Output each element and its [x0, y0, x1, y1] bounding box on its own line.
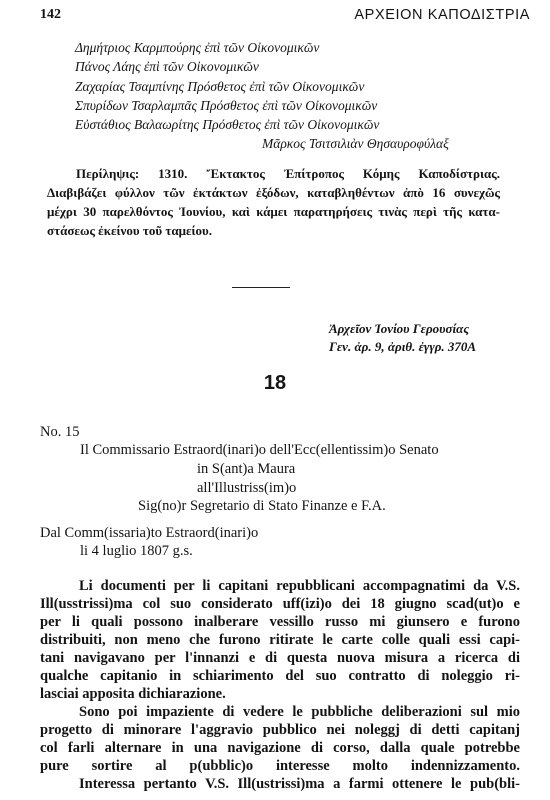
section-divider [232, 287, 290, 288]
body-line: Interessa pertanto V.S. Ill(ustrissi)ma a farmi ottenere le pub(bli- [79, 776, 520, 792]
document-number: 18 [263, 372, 287, 394]
body-line: lasciai apposita dichiarazione. [40, 686, 226, 702]
body-line: Li documenti per li capitani repubblicani accompagnatimi da V.S. [79, 578, 520, 594]
summary-line: μέχρι 30 παρελθόντος Ἰουνίου, καὶ κάμει παρατηρήσεις τινὰς περὶ τῆς κατα- [47, 204, 500, 219]
signatory-line: Σπυρίδων Τσαρλαμπᾶς Πρόσθετος ἐπὶ τῶν Οἰκονομικῶν [75, 98, 378, 113]
sender-line: Dal Comm(issaria)to Estraord(inari)o [40, 525, 259, 541]
signatory-line: Ζαχαρίας Τσαμπίνης Πρόσθετος ἐπὶ τῶν Οἰκονομικῶν [75, 79, 365, 94]
body-line: Sono poi impaziente di vedere le pubbliche deliberazioni sul mio [79, 704, 520, 720]
address-line: Sig(no)r Segretario di Stato Finanze e F.A. [138, 498, 386, 514]
body-line: col farli alternare in una navigazione di corso, dalla quale potrebbe [40, 740, 520, 756]
address-line: Il Commissario Estraord(inari)o dell'Ecc(ellentissim)o Senato [80, 442, 439, 458]
letter-number: No. 15 [40, 424, 80, 440]
body-line: tani navigavano per l'innanzi e di questa nuova misura a ricerca di [40, 650, 520, 666]
body-line: qualche capitanio in schiarimento del suo contratto di noleggio ri- [40, 668, 520, 684]
signatory-line: Πάνος Λάης ἐπὶ τῶν Οἰκονομικῶν [75, 59, 259, 74]
signatory-line: Εὐστάθιος Βαλαωρίτης Πρόσθετος ἐπὶ τῶν Οἰκονομικῶν [75, 117, 380, 132]
archive-reference: Ἀρχεῖον Ἰονίου Γερουσίας [329, 321, 470, 336]
signatory-line: Δημήτριος Καρμπούρης ἐπὶ τῶν Οἰκονομικῶν [75, 40, 320, 55]
signatory-line-treasurer: Μᾶρκος Τσιτσιλιὰν Θησαυροφύλαξ [262, 136, 449, 151]
summary-line: στάσεως ἐκείνου τοῦ ταμείου. [47, 223, 213, 238]
running-title: ΑΡΧΕΙΟΝ ΚΑΠΟΔΙΣΤΡΙΑ [354, 7, 530, 23]
date-line: li 4 luglio 1807 g.s. [80, 543, 193, 559]
summary-line: Περίληψις: 1310. Ἔκτακτος Ἐπίτροπος Κόμης Καποδίστριας. [76, 166, 500, 181]
body-line: Ill(usstrissi)ma col suo considerato uff(izi)o dei 18 giugno scad(ut)o e [40, 596, 520, 612]
address-line: all'Illustriss(im)o [197, 480, 297, 496]
body-line: per li quali possono inalberare vessillo russo mi giunsero e furono [40, 614, 520, 630]
body-line: distribuiti, non meno che furono ritirate le carte colle quali essi capi- [40, 632, 520, 648]
archive-reference-detail: Γεν. ἀρ. 9, ἀριθ. ἐγγρ. 370Α [329, 339, 477, 354]
body-line: pure sortire al p(ubblic)o interesse molto indennizzamento. [40, 758, 520, 774]
body-line: progetto di minorare l'aggravio pubblico nei noleggj di detti capitanj [40, 722, 520, 738]
address-line: in S(ant)a Maura [197, 461, 296, 477]
page-number: 142 [40, 7, 61, 22]
summary-line: Διαβιβάζει φύλλον τῶν ἐκτάκτων ἐξόδων, καταβληθέντων ἀπὸ 16 συνεχῶς [47, 185, 500, 200]
